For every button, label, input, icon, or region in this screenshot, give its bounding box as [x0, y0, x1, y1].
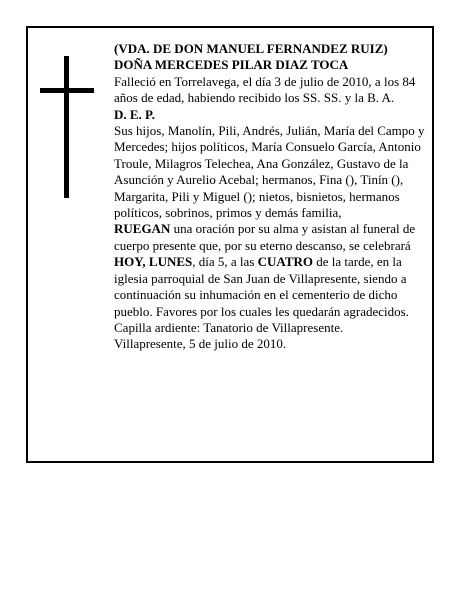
- funeral-request: [114, 221, 428, 336]
- obituary-text: [114, 41, 428, 353]
- obituary-frame: [26, 26, 434, 463]
- cross-icon: [40, 56, 94, 198]
- death-notice: Falleció en Torrelavega, el día 3 de julio de 2010, a los 84 años de edad, habiendo recibido los SS. SS. y la B. A.: [114, 73, 416, 106]
- cross-vertical-bar: [64, 56, 69, 198]
- request-text-2: , día 5, a las: [192, 254, 258, 270]
- ruegan-word: RUEGAN: [114, 221, 171, 237]
- request-text-1: una oración por su alma y asistan al funeral de cuerpo presente que, por su eterno descanso, se celebrará: [114, 221, 416, 253]
- family-list: Sus hijos, Manolín, Pili, Andrés, Julián, María del Campo y Mercedes; hijos políticos, María Consuelo García, Antonio Troule, Milagros Telechea, Ana González, Gustavo de la Asunción y Aurelio Acebal; hermanos, Fina (), Tinín (), Margarita, Pili y Miguel (); nietos, bisnietos, hermanos políticos, sobrinos, primos y demás familia,: [114, 123, 425, 221]
- dep-line: D. E. P.: [114, 106, 156, 122]
- heading-line-1: (VDA. DE DON MANUEL FERNANDEZ RUIZ): [114, 41, 388, 56]
- hoy-lunes: HOY, LUNES: [114, 254, 193, 270]
- cross-horizontal-bar: [40, 88, 94, 93]
- request-text-3: de la tarde, en la iglesia parroquial de San Juan de Villapresente, siendo a continuación su inhumación en el cementerio de dicho pueblo. Favores por los cuales les quedarán agradecidos. Capilla ardiente: Tanatorio de Villapresente.: [114, 254, 409, 335]
- cuatro-hour: CUATRO: [257, 254, 313, 270]
- place-date: Villapresente, 5 de julio de 2010.: [114, 336, 287, 352]
- deceased-name: DOÑA MERCEDES PILAR DIAZ TOCA: [114, 57, 349, 73]
